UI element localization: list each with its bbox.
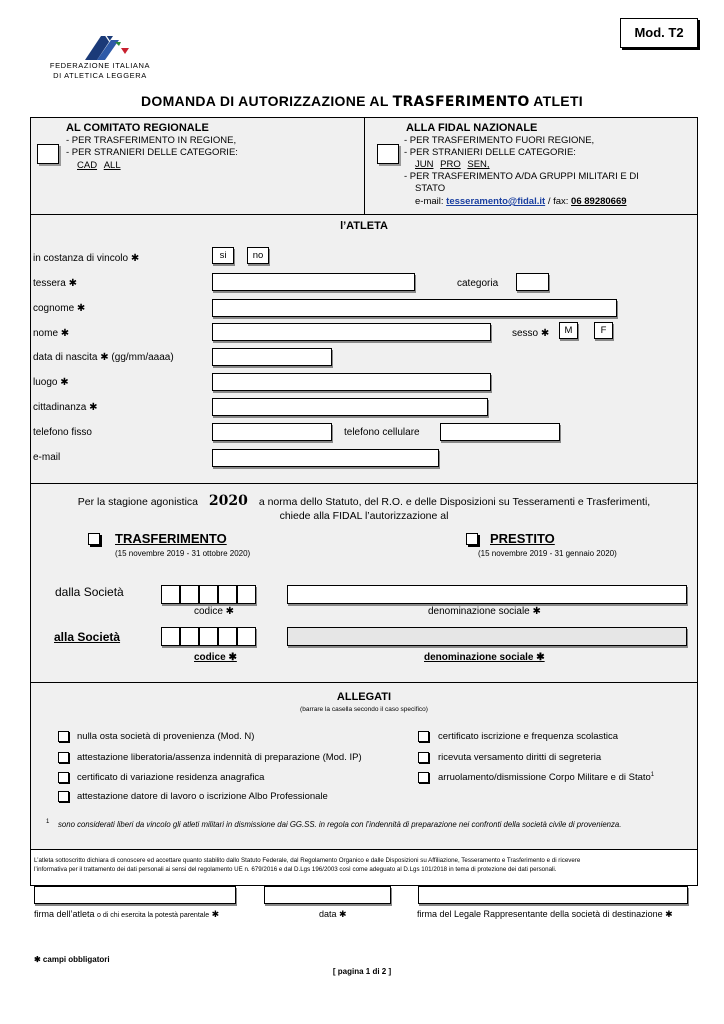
- fax-number: 06 89280669: [571, 196, 627, 207]
- declaration-text: [34, 857, 694, 874]
- national-line-3: - PER TRASFERIMENTO A/DA GRUPPI MILITARI E DI: [404, 171, 639, 182]
- from-code-label: codice ✱: [194, 606, 235, 617]
- transfer-checkbox[interactable]: [88, 533, 100, 545]
- attachment-checkbox[interactable]: [418, 752, 429, 763]
- form-code-badge: Mod. T2: [620, 18, 698, 48]
- code-cell[interactable]: [161, 585, 180, 604]
- nome-field[interactable]: [212, 323, 491, 341]
- sign-athlete-note: o di chi esercita la potestà parentale: [97, 912, 210, 919]
- date-field[interactable]: [264, 886, 391, 904]
- loan-period: (15 novembre 2019 - 31 gennaio 2020): [478, 549, 617, 558]
- from-club-name-field[interactable]: [287, 585, 687, 604]
- loan-label: PRESTITO: [490, 531, 555, 546]
- military-item-text: arruolamento/dismissione Corpo Militare e di Stato: [438, 772, 651, 784]
- fax-label: / fax:: [547, 196, 569, 207]
- category-pro: PRO: [440, 159, 461, 170]
- to-club-name-field[interactable]: [287, 627, 687, 646]
- sex-male-box[interactable]: M: [559, 322, 578, 339]
- from-club-label: dalla Società: [55, 585, 124, 599]
- to-code-label: codice ✱: [194, 652, 237, 663]
- athlete-signature-label: [34, 909, 219, 920]
- to-club-code[interactable]: [161, 627, 261, 647]
- declaration-line-1: L’atleta sottoscritto dichiara di conoscere ed accettare quanto stabilito dallo Statuto Federale, dal Regolamento Organico e dalle Disposizioni su Affiliazione, Tesseramento e Trasferimento e di ricevere: [34, 857, 581, 864]
- athlete-email-label: e-mail: [33, 452, 61, 463]
- transfer-label: TRASFERIMENTO: [115, 531, 227, 546]
- attachment-label: attestazione datore di lavoro o iscrizione Albo Professionale: [77, 791, 328, 802]
- code-cell[interactable]: [199, 585, 218, 604]
- declaration-line-2: l’informativa per il trattamento dei dati personali ai sensi del regolamento UE n. 679/2016 e dal D.Lgs 196/2003 così come adeguato al D.Lgs 101/2018 in tema di protezione dei dati personali.: [34, 865, 557, 873]
- fidal-logo-icon: [75, 22, 135, 62]
- regional-committee-title: AL COMITATO REGIONALE: [66, 122, 209, 134]
- tessera-label: tessera ✱: [33, 278, 77, 289]
- attachment-label: certificato iscrizione e frequenza scolastica: [438, 731, 619, 742]
- from-club-code[interactable]: [161, 585, 261, 605]
- code-cell[interactable]: [237, 627, 256, 646]
- luogo-label: luogo ✱: [33, 377, 69, 388]
- national-line-2: - PER STRANIERI DELLE CATEGORIE:: [404, 147, 576, 158]
- attachment-checkbox[interactable]: [58, 731, 69, 742]
- footnote-mark: 1: [650, 772, 655, 778]
- attachment-checkbox[interactable]: [58, 752, 69, 763]
- from-name-label: denominazione sociale ✱: [428, 606, 541, 617]
- athlete-signature-field[interactable]: [34, 886, 236, 904]
- transfer-period: (15 novembre 2019 - 31 ottobre 2020): [115, 549, 251, 558]
- attachment-label: [438, 772, 654, 783]
- category-cad: CAD: [77, 160, 98, 171]
- athlete-email-field[interactable]: [212, 449, 439, 467]
- season-suffix: a norma dello Statuto, del R.O. e delle Disposizioni su Tesseramenti e Trasferimenti,: [258, 496, 651, 508]
- birth-date-label: data di nascita ✱ (gg/mm/aaaa): [33, 352, 174, 363]
- mobile-field[interactable]: [440, 423, 560, 441]
- required-fields-note: ✱ campi obbligatori: [34, 955, 110, 964]
- recipient-divider: [364, 118, 365, 214]
- nome-label: nome ✱: [33, 328, 70, 339]
- code-cell[interactable]: [180, 627, 199, 646]
- to-name-label: denominazione sociale ✱: [424, 652, 545, 663]
- cognome-label: cognome ✱: [33, 303, 86, 314]
- sex-female-box[interactable]: F: [594, 322, 613, 339]
- attachment-label: certificato di variazione residenza anagrafica: [77, 772, 265, 783]
- code-cell[interactable]: [218, 585, 237, 604]
- phone-field[interactable]: [212, 423, 332, 441]
- to-club-label: alla Società: [54, 630, 121, 644]
- regional-line-2: - PER STRANIERI DELLE CATEGORIE:: [66, 147, 238, 158]
- regional-line-1: - PER TRASFERIMENTO IN REGIONE,: [66, 135, 237, 146]
- cittadinanza-field[interactable]: [212, 398, 488, 416]
- categoria-field[interactable]: [516, 273, 549, 291]
- mobile-label: telefono cellulare: [344, 427, 420, 438]
- divider-4: [30, 849, 698, 850]
- regional-committee-checkbox[interactable]: [37, 144, 59, 164]
- contact-email-link[interactable]: tesseramento@fidal.it: [446, 196, 546, 207]
- footnote-number: 1: [46, 819, 50, 825]
- sesso-label: sesso ✱: [512, 328, 550, 339]
- email-label: e-mail:: [415, 196, 444, 207]
- vincolo-yes-box[interactable]: si: [212, 247, 234, 264]
- season-prefix: Per la stagione agonistica: [77, 496, 198, 508]
- attachment-checkbox[interactable]: [58, 791, 69, 802]
- loan-checkbox[interactable]: [466, 533, 478, 545]
- national-fidal-title: ALLA FIDAL NAZIONALE: [406, 122, 538, 134]
- title-emphasis: TRASFERIMENTO: [392, 94, 530, 110]
- category-sen: SEN,: [467, 159, 490, 170]
- required-star: ✱: [211, 909, 220, 919]
- national-line-4: STATO: [415, 183, 446, 194]
- category-jun: JUN: [415, 159, 434, 170]
- season-year: 2020: [208, 493, 248, 509]
- representative-signature-field[interactable]: [418, 886, 688, 904]
- contact-line: [415, 196, 627, 207]
- season-line: [31, 493, 697, 509]
- regional-categories: [77, 160, 121, 171]
- footnote-text: sono considerati liberi da vincolo gli atleti militari in dismissione dai GG.SS. in regola con l’indennità di preparazione nei confronti della società civile di provenienza.: [58, 820, 622, 829]
- title-suffix: ATLETI: [529, 93, 583, 109]
- org-line-1: FEDERAZIONE ITALIANA: [49, 61, 151, 70]
- code-cell[interactable]: [237, 585, 256, 604]
- representative-signature-label: firma del Legale Rappresentante della società di destinazione ✱: [417, 909, 673, 919]
- request-line-2: chiede alla FIDAL l’autorizzazione al: [279, 510, 449, 522]
- athlete-section-title: l’ATLETA: [340, 220, 388, 232]
- national-fidal-checkbox[interactable]: [377, 144, 399, 164]
- page-number: [ pagina 1 di 2 ]: [332, 967, 392, 976]
- document-title: [40, 93, 684, 110]
- national-categories: [415, 159, 490, 170]
- code-cell[interactable]: [218, 627, 237, 646]
- vincolo-label: in costanza di vincolo ✱: [33, 253, 140, 264]
- cognome-field[interactable]: [212, 299, 617, 317]
- national-line-1: - PER TRASFERIMENTO FUORI REGIONE,: [404, 135, 595, 146]
- attachment-label: attestazione liberatoria/assenza indennità di preparazione (Mod. IP): [77, 752, 362, 763]
- date-label: data ✱: [319, 909, 347, 919]
- cittadinanza-label: cittadinanza ✱: [33, 402, 98, 413]
- category-all: ALL: [103, 160, 121, 171]
- luogo-field[interactable]: [212, 373, 491, 391]
- title-prefix: DOMANDA DI AUTORIZZAZIONE AL: [141, 93, 393, 109]
- vincolo-no-box[interactable]: no: [247, 247, 269, 264]
- attachment-label: nulla osta società di provenienza (Mod. N): [77, 731, 255, 742]
- attachment-checkbox[interactable]: [418, 772, 429, 783]
- attachments-title: ALLEGATI: [336, 691, 392, 703]
- code-cell[interactable]: [180, 585, 199, 604]
- attachment-checkbox[interactable]: [418, 731, 429, 742]
- phone-label: telefono fisso: [33, 427, 92, 438]
- birth-date-field[interactable]: [212, 348, 332, 366]
- sign-athlete-text: firma dell’atleta: [34, 909, 95, 919]
- org-line-2: DI ATLETICA LEGGERA: [53, 71, 147, 80]
- tessera-field[interactable]: [212, 273, 415, 291]
- attachment-label: ricevuta versamento diritti di segreteria: [438, 752, 602, 763]
- categoria-label: categoria: [457, 278, 499, 289]
- attachment-checkbox[interactable]: [58, 772, 69, 783]
- org-name: [40, 61, 160, 81]
- code-cell[interactable]: [161, 627, 180, 646]
- code-cell[interactable]: [199, 627, 218, 646]
- attachments-subtitle: (barrare la casella secondo il caso specifico): [300, 706, 428, 713]
